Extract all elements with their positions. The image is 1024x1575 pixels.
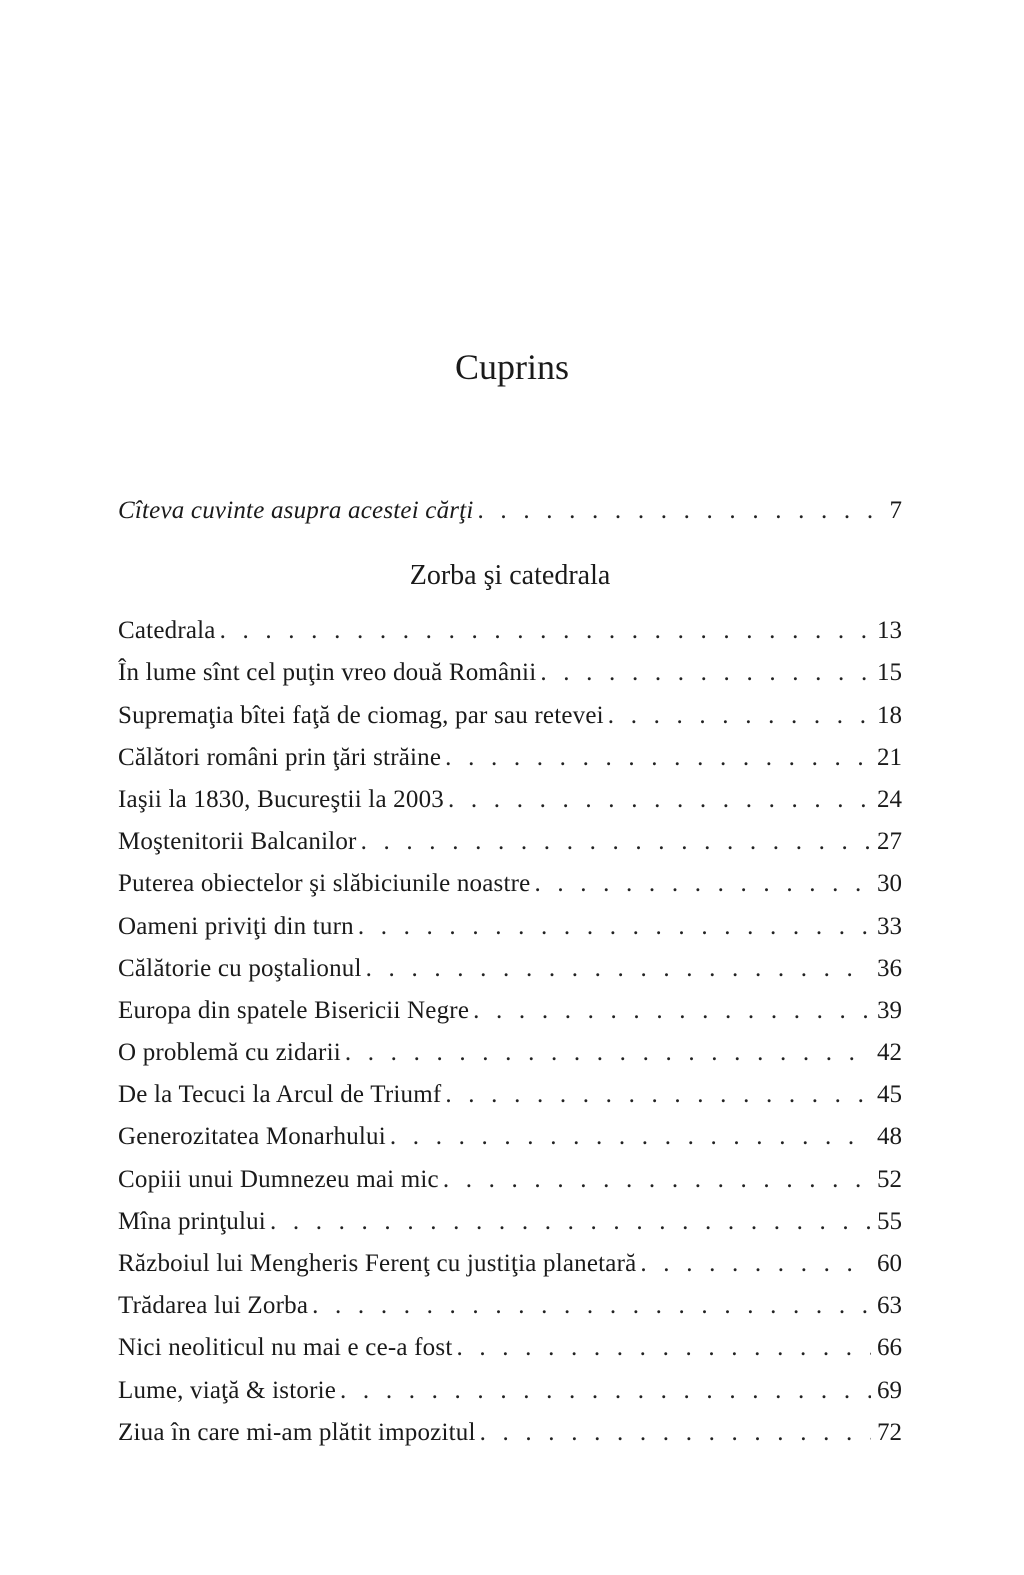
toc-entry-page: 18 bbox=[877, 701, 902, 729]
dot-leader bbox=[456, 1327, 871, 1369]
toc-entry bbox=[118, 652, 902, 694]
toc-entry-title: Călători români prin ţări străine bbox=[118, 743, 442, 771]
toc-entry-page: 24 bbox=[877, 785, 902, 813]
dot-leader bbox=[478, 490, 884, 532]
toc-entry-title: Nici neoliticul nu mai e ce-a fost bbox=[118, 1334, 453, 1362]
dot-leader bbox=[608, 695, 871, 737]
toc-entry-title: Catedrala bbox=[118, 617, 216, 645]
toc-entry bbox=[118, 1201, 902, 1243]
toc-entry-page: 48 bbox=[877, 1123, 902, 1151]
toc-entry-title: Războiul lui Mengheris Ferenţ cu justiţia planetară bbox=[118, 1250, 637, 1277]
toc-entry-title: Supremaţia bîtei faţă de ciomag, par sau retevei bbox=[118, 701, 604, 729]
dot-leader bbox=[366, 948, 871, 990]
toc-entry bbox=[118, 610, 902, 652]
toc-entry-title: Moştenitorii Balcanilor bbox=[118, 828, 357, 856]
toc-entry bbox=[118, 821, 902, 863]
toc-entry-page: 30 bbox=[877, 870, 902, 898]
toc-entries-list bbox=[118, 610, 902, 1454]
page-title: Cuprins bbox=[454, 347, 569, 387]
toc-entry bbox=[118, 1116, 902, 1158]
toc-entry-title: Mîna prinţului bbox=[118, 1207, 266, 1235]
dot-leader bbox=[358, 906, 871, 948]
toc-entry-page: 21 bbox=[877, 743, 902, 771]
toc-entry-title: O problemă cu zidarii bbox=[118, 1039, 341, 1067]
toc-entry-page: 7 bbox=[889, 497, 902, 524]
dot-leader bbox=[345, 1032, 871, 1074]
dot-leader bbox=[270, 1201, 871, 1243]
toc-entry bbox=[118, 990, 902, 1032]
toc-entry-title: Iaşii la 1830, Bucureştii la 2003 bbox=[118, 785, 444, 813]
toc-entry bbox=[118, 1032, 902, 1074]
dot-leader bbox=[445, 737, 871, 779]
dot-leader bbox=[340, 1370, 871, 1412]
toc-entry-page: 72 bbox=[877, 1418, 902, 1446]
dot-leader bbox=[640, 1243, 871, 1285]
toc-entry-title: Puterea obiectelor şi slăbiciunile noastre bbox=[118, 870, 531, 898]
toc-entry-title: Europa din spatele Bisericii Negre bbox=[118, 996, 470, 1024]
dot-leader bbox=[534, 863, 871, 905]
toc-entry-page: 63 bbox=[877, 1292, 902, 1320]
toc-entry-page: 39 bbox=[877, 996, 902, 1024]
toc-entry-title: Ziua în care mi-am plătit impozitul bbox=[118, 1418, 476, 1446]
toc-entry bbox=[118, 737, 902, 779]
table-of-contents bbox=[118, 490, 902, 1454]
toc-entry-title: Trădarea lui Zorba bbox=[118, 1292, 309, 1320]
dot-leader bbox=[312, 1285, 871, 1327]
toc-entry bbox=[118, 1327, 902, 1369]
toc-entry bbox=[118, 1412, 902, 1454]
toc-entry-page: 27 bbox=[877, 828, 902, 856]
toc-entry-page: 60 bbox=[877, 1250, 902, 1277]
toc-entry bbox=[118, 1370, 902, 1412]
toc-entry-title: Cîteva cuvinte asupra acestei cărţi bbox=[118, 497, 474, 524]
toc-entry-title: Copiii unui Dumnezeu mai mic bbox=[118, 1165, 439, 1193]
toc-entry bbox=[118, 1243, 902, 1285]
toc-entry-page: 13 bbox=[877, 617, 902, 645]
toc-entry bbox=[118, 863, 902, 905]
toc-entry-page: 36 bbox=[877, 954, 902, 982]
dot-leader bbox=[361, 821, 871, 863]
toc-entry-page: 15 bbox=[877, 659, 902, 687]
toc-entry-page: 66 bbox=[877, 1334, 902, 1362]
toc-entry bbox=[118, 906, 902, 948]
dot-leader bbox=[220, 610, 871, 652]
dot-leader bbox=[540, 652, 871, 694]
toc-entry-title: Călătorie cu poştalionul bbox=[118, 954, 362, 982]
toc-entry-title: De la Tecuci la Arcul de Triumf bbox=[118, 1081, 442, 1109]
toc-entry-title: Generozitatea Monarhului bbox=[118, 1123, 386, 1151]
toc-entry-title: Lume, viaţă & istorie bbox=[118, 1376, 337, 1404]
toc-entry-intro bbox=[118, 490, 902, 532]
toc-entry bbox=[118, 695, 902, 737]
toc-entry bbox=[118, 1159, 902, 1201]
toc-entry bbox=[118, 1285, 902, 1327]
toc-entry-page: 69 bbox=[877, 1376, 902, 1404]
toc-entry-page: 52 bbox=[877, 1165, 902, 1193]
section-heading: Zorba şi catedrala bbox=[409, 560, 611, 592]
toc-entry-page: 45 bbox=[877, 1081, 902, 1109]
toc-entry bbox=[118, 948, 902, 990]
toc-entry-page: 42 bbox=[877, 1039, 902, 1067]
toc-entry-title: În lume sînt cel puţin vreo două Românii bbox=[118, 659, 537, 687]
toc-entry bbox=[118, 1074, 902, 1116]
dot-leader bbox=[390, 1116, 871, 1158]
dot-leader bbox=[448, 779, 871, 821]
toc-entry-title: Oameni priviţi din turn bbox=[118, 912, 354, 940]
toc-entry-page: 33 bbox=[877, 912, 902, 940]
dot-leader bbox=[445, 1074, 871, 1116]
dot-leader bbox=[473, 990, 871, 1032]
toc-entry-page: 55 bbox=[877, 1207, 902, 1235]
toc-entry bbox=[118, 779, 902, 821]
dot-leader bbox=[443, 1159, 871, 1201]
dot-leader bbox=[480, 1412, 871, 1454]
